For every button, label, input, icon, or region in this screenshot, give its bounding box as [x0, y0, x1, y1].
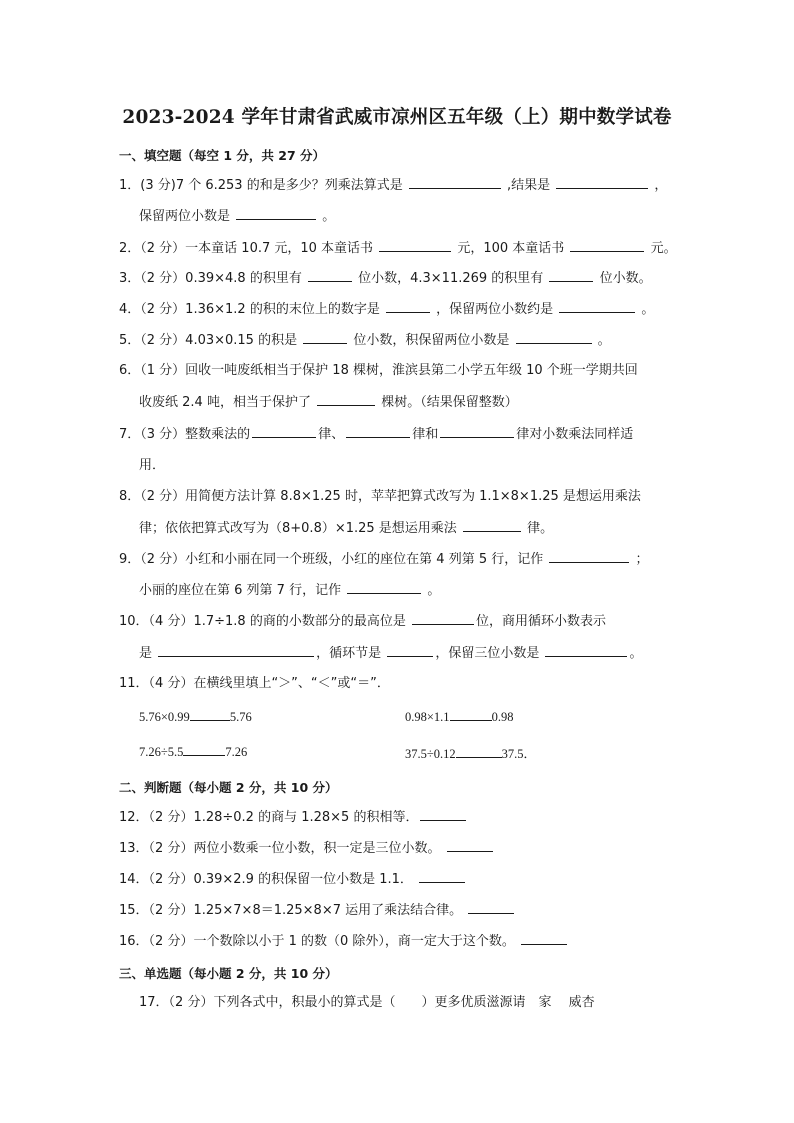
q9-text-b: ； — [635, 552, 649, 567]
compare-3-blank[interactable] — [183, 744, 225, 756]
q3-text-c: 位小数。 — [599, 271, 652, 286]
q9-blank-1[interactable] — [549, 551, 629, 563]
q4-text-b: ，保留两位小数约是 — [436, 302, 554, 317]
q8-text-c: 律。 — [527, 521, 554, 536]
section-heading-fill-blank: 一、填空题（每空 1 分，共 27 分） — [119, 148, 326, 163]
q12-text: 12．（2 分）1.28÷0.2 的商与 1.28×5 的积相等． — [119, 810, 419, 825]
q10-blank-1[interactable] — [412, 613, 474, 625]
q5-text-c: 。 — [597, 333, 611, 348]
compare-2-right-expr: 0.98 — [491, 710, 514, 724]
question-8-line-1: 8．（2 分）用简便方法计算 8.8×1.25 时，苹苹把算式改写为 1.1×8×1.25 是想运用乘法 — [119, 489, 641, 504]
compare-1-blank[interactable] — [190, 709, 230, 721]
q1-text-e: 。 — [322, 209, 336, 224]
q1-blank-3[interactable] — [236, 208, 316, 220]
q3-text-a: 3．（2 分）0.39×4.8 的积里有 — [119, 271, 302, 286]
q15-blank[interactable] — [468, 902, 514, 914]
q1-text-a: 1．(3 分)7 个 6.253 的和是多少？列乘法算式是 — [119, 178, 403, 193]
q9-text-d: 。 — [427, 583, 441, 598]
question-7-line-1 — [119, 426, 633, 443]
q3-text-b: 位小数，4.3×11.269 的积里有 — [358, 271, 544, 286]
section-heading-single-choice: 三、单选题（每小题 2 分，共 10 分） — [119, 966, 338, 981]
q3-blank-1[interactable] — [308, 270, 352, 282]
q14-blank[interactable] — [419, 871, 465, 883]
q2-blank-1[interactable] — [379, 240, 451, 252]
question-1-line-1 — [119, 177, 667, 194]
compare-row-1-left — [139, 709, 252, 725]
question-14 — [119, 871, 467, 888]
q10-text-f: 。 — [629, 646, 643, 661]
q10-text-a: 10．（4 分）1.7÷1.8 的商的小数部分的最高位是 — [119, 614, 406, 629]
q14-text: 14．（2 分）0.39×2.9 的积保留一位小数是 1.1． — [119, 872, 413, 887]
question-2 — [119, 240, 677, 257]
q7-text-a: 7．（3 分）整数乘法的 — [119, 427, 251, 442]
q9-text-a: 9．（2 分）小红和小丽在同一个班级，小红的座位在第 4 列第 5 行，记作 — [119, 552, 544, 567]
q4-text-a: 4．（2 分）1.36×1.2 的积的末位上的数字是 — [119, 302, 380, 317]
question-16 — [119, 933, 569, 950]
question-1-line-2 — [139, 208, 335, 225]
compare-4-left-expr: 37.5÷0.12 — [405, 747, 456, 761]
q4-blank-2[interactable] — [559, 301, 635, 313]
question-5 — [119, 332, 611, 349]
q10-blank-3[interactable] — [387, 645, 433, 657]
compare-1-left-expr: 5.76×0.99 — [139, 710, 190, 724]
q1-blank-1[interactable] — [409, 177, 501, 189]
page-title: 2023-2024 学年甘肃省武威市凉州区五年级（上）期中数学试卷 — [122, 107, 672, 128]
compare-4-blank[interactable] — [456, 746, 502, 758]
q16-blank[interactable] — [521, 933, 567, 945]
question-9-line-2 — [139, 582, 440, 599]
q1-text-c: ， — [654, 178, 668, 193]
compare-row-2-right — [405, 744, 536, 762]
question-15 — [119, 902, 516, 919]
q10-blank-4[interactable] — [545, 645, 627, 657]
q5-text-a: 5．（2 分）4.03×0.15 的积是 — [119, 333, 298, 348]
q15-text: 15．（2 分）1.25×7×8＝1.25×8×7 运用了乘法结合律。 — [119, 903, 463, 918]
q6-text-b: 收废纸 2.4 吨，相当于保护了 — [139, 395, 311, 410]
question-17: 17．（2 分）下列各式中，积最小的算式是（ ）更多优质滋源请 家 威杏 — [139, 995, 595, 1010]
q9-blank-2[interactable] — [347, 582, 421, 594]
compare-3-left-expr: 7.26÷5.5 — [139, 745, 184, 759]
q2-blank-2[interactable] — [570, 240, 644, 252]
question-10-line-2 — [139, 645, 642, 662]
q3-blank-2[interactable] — [549, 270, 593, 282]
question-12 — [119, 809, 468, 826]
q1-text-d: 保留两位小数是 — [139, 209, 231, 224]
question-4 — [119, 301, 654, 318]
question-8-line-2 — [139, 520, 553, 537]
q5-blank-1[interactable] — [303, 332, 347, 344]
q10-text-c: 是 — [139, 646, 153, 661]
question-9-line-1 — [119, 551, 649, 568]
question-11: 11．（4 分）在横线里填上“＞”、“＜”或“＝”． — [119, 676, 390, 691]
q8-text-b: 律；依依把算式改写为（8+0.8）×1.25 是想运用乘法 — [139, 521, 457, 536]
question-13 — [119, 840, 495, 857]
q7-text-d: 律对小数乘法同样适 — [516, 427, 634, 442]
compare-2-blank[interactable] — [450, 709, 492, 721]
question-6-line-2 — [139, 394, 518, 411]
question-3 — [119, 270, 652, 287]
compare-3-right-expr: 7.26 — [225, 745, 248, 759]
q5-blank-2[interactable] — [516, 332, 592, 344]
compare-4-right-expr: 37.5． — [501, 747, 537, 761]
q9-text-c: 小丽的座位在第 6 列第 7 行，记作 — [139, 583, 342, 598]
q4-blank-1[interactable] — [386, 301, 430, 313]
q6-text-c: 棵树。（结果保留整数） — [381, 395, 518, 410]
compare-1-right-expr: 5.76 — [229, 710, 252, 724]
q7-text-c: 律和 — [412, 427, 439, 442]
q8-blank-1[interactable] — [463, 520, 521, 532]
q12-blank[interactable] — [420, 809, 466, 821]
q5-text-b: 位小数，积保留两位小数是 — [353, 333, 510, 348]
compare-row-1-right — [405, 709, 513, 725]
question-7-line-2: 用． — [139, 458, 166, 473]
q6-blank-1[interactable] — [317, 394, 375, 406]
q4-text-c: 。 — [641, 302, 655, 317]
question-10-line-1 — [119, 613, 606, 630]
q1-text-b: ,结果是 — [506, 178, 551, 193]
q13-text: 13．（2 分）两位小数乘一位小数，积一定是三位小数。 — [119, 841, 441, 856]
q13-blank[interactable] — [447, 840, 493, 852]
compare-2-left-expr: 0.98×1.1 — [405, 710, 450, 724]
q7-text-b: 律、 — [318, 427, 345, 442]
q2-text-b: 元，100 本童话书 — [457, 241, 565, 256]
q2-text-a: 2．（2 分）一本童话 10.7 元，10 本童话书 — [119, 241, 374, 256]
compare-row-2-left — [139, 744, 247, 760]
q10-text-d: ，循环节是 — [316, 646, 382, 661]
q7-blank-1[interactable] — [252, 426, 316, 438]
question-6-line-1: 6．（1 分）回收一吨废纸相当于保护 18 棵树，淮滨县第二小学五年级 10 个班一学期共回 — [119, 363, 638, 378]
q7-blank-2[interactable] — [346, 426, 410, 438]
q7-blank-3[interactable] — [440, 426, 514, 438]
q16-text: 16．（2 分）一个数除以小于 1 的数（0 除外），商一定大于这个数。 — [119, 934, 515, 949]
q1-blank-2[interactable] — [556, 177, 648, 189]
section-heading-true-false: 二、判断题（每小题 2 分，共 10 分） — [119, 780, 338, 795]
q10-text-e: ，保留三位小数是 — [435, 646, 540, 661]
q10-blank-2[interactable] — [158, 645, 314, 657]
q10-text-b: 位，商用循环小数表示 — [475, 614, 606, 629]
q2-text-c: 元。 — [650, 241, 677, 256]
